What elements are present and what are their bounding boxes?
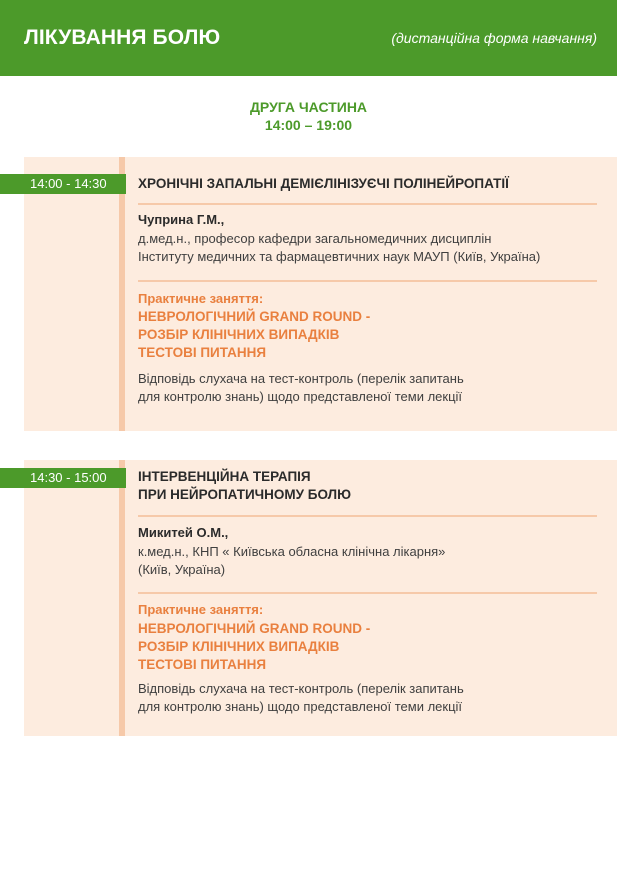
lecture-title-line: ПРИ НЕЙРОПАТИЧНОМУ БОЛЮ bbox=[138, 487, 352, 502]
speaker-desc-line: к.мед.н., КНП « Київська обласна клінічна лікарня» bbox=[138, 544, 446, 559]
section-divider bbox=[138, 203, 597, 205]
practice-label: Практичне заняття: bbox=[138, 291, 264, 306]
speaker-description bbox=[138, 543, 597, 579]
practice-title-line: НЕВРОЛОГІЧНИЙ GRAND ROUND - bbox=[138, 621, 371, 636]
practice-desc-line: Відповідь слухача на тест-контроль (перелік запитань bbox=[138, 681, 464, 696]
speaker-name: Микитей О.М., bbox=[138, 525, 229, 540]
section-divider bbox=[138, 515, 597, 517]
practice-description bbox=[138, 680, 597, 716]
practice-description bbox=[138, 370, 597, 406]
lecture-title-line: ІНТЕРВЕНЦІЙНА ТЕРАПІЯ bbox=[138, 469, 311, 484]
speaker-desc-line: д.мед.н., професор кафедри загальномедичних дисциплін bbox=[138, 231, 492, 246]
section-divider bbox=[138, 280, 597, 282]
practice-title-line: ТЕСТОВІ ПИТАННЯ bbox=[138, 657, 267, 672]
practice-desc-line: для контролю знань) щодо представленої теми лекції bbox=[138, 699, 463, 714]
lecture-title-line: ХРОНІЧНІ ЗАПАЛЬНІ ДЕМІЄЛІНІЗУЄЧІ ПОЛІНЕЙРОПАТІЇ bbox=[138, 176, 509, 191]
speaker-desc-line: Інституту медичних та фармацевтичних наук МАУП (Київ, Україна) bbox=[138, 249, 541, 264]
practice-title bbox=[138, 620, 597, 674]
part-title: ДРУГА ЧАСТИНА bbox=[249, 99, 368, 115]
practice-title-line: РОЗБІР КЛІНІЧНИХ ВИПАДКІВ bbox=[138, 639, 340, 654]
session-card bbox=[24, 157, 617, 431]
speaker-name: Чуприна Г.М., bbox=[138, 212, 225, 227]
session-divider bbox=[119, 157, 125, 431]
practice-desc-line: для контролю знань) щодо представленої теми лекції bbox=[138, 389, 463, 404]
part-heading bbox=[0, 98, 617, 134]
lecture-title bbox=[138, 468, 597, 504]
page-header bbox=[0, 0, 617, 76]
header-subtitle: (дистанційна форма навчання) bbox=[391, 30, 597, 46]
speaker-desc-line: (Київ, Україна) bbox=[138, 562, 226, 577]
practice-desc-line: Відповідь слухача на тест-контроль (перелік запитань bbox=[138, 371, 464, 386]
practice-label: Практичне заняття: bbox=[138, 602, 264, 617]
practice-title-line: НЕВРОЛОГІЧНИЙ GRAND ROUND - bbox=[138, 309, 371, 324]
practice-title bbox=[138, 308, 597, 362]
time-badge: 14:00 - 14:30 bbox=[0, 174, 126, 194]
part-time: 14:00 – 19:00 bbox=[264, 117, 353, 133]
section-divider bbox=[138, 592, 597, 594]
lecture-title bbox=[138, 175, 597, 193]
header-title: ЛІКУВАННЯ БОЛЮ bbox=[24, 26, 221, 49]
time-badge: 14:30 - 15:00 bbox=[0, 468, 126, 488]
practice-title-line: РОЗБІР КЛІНІЧНИХ ВИПАДКІВ bbox=[138, 327, 340, 342]
session-card bbox=[24, 460, 617, 736]
session-divider bbox=[119, 460, 125, 736]
practice-title-line: ТЕСТОВІ ПИТАННЯ bbox=[138, 345, 267, 360]
speaker-description bbox=[138, 230, 597, 266]
